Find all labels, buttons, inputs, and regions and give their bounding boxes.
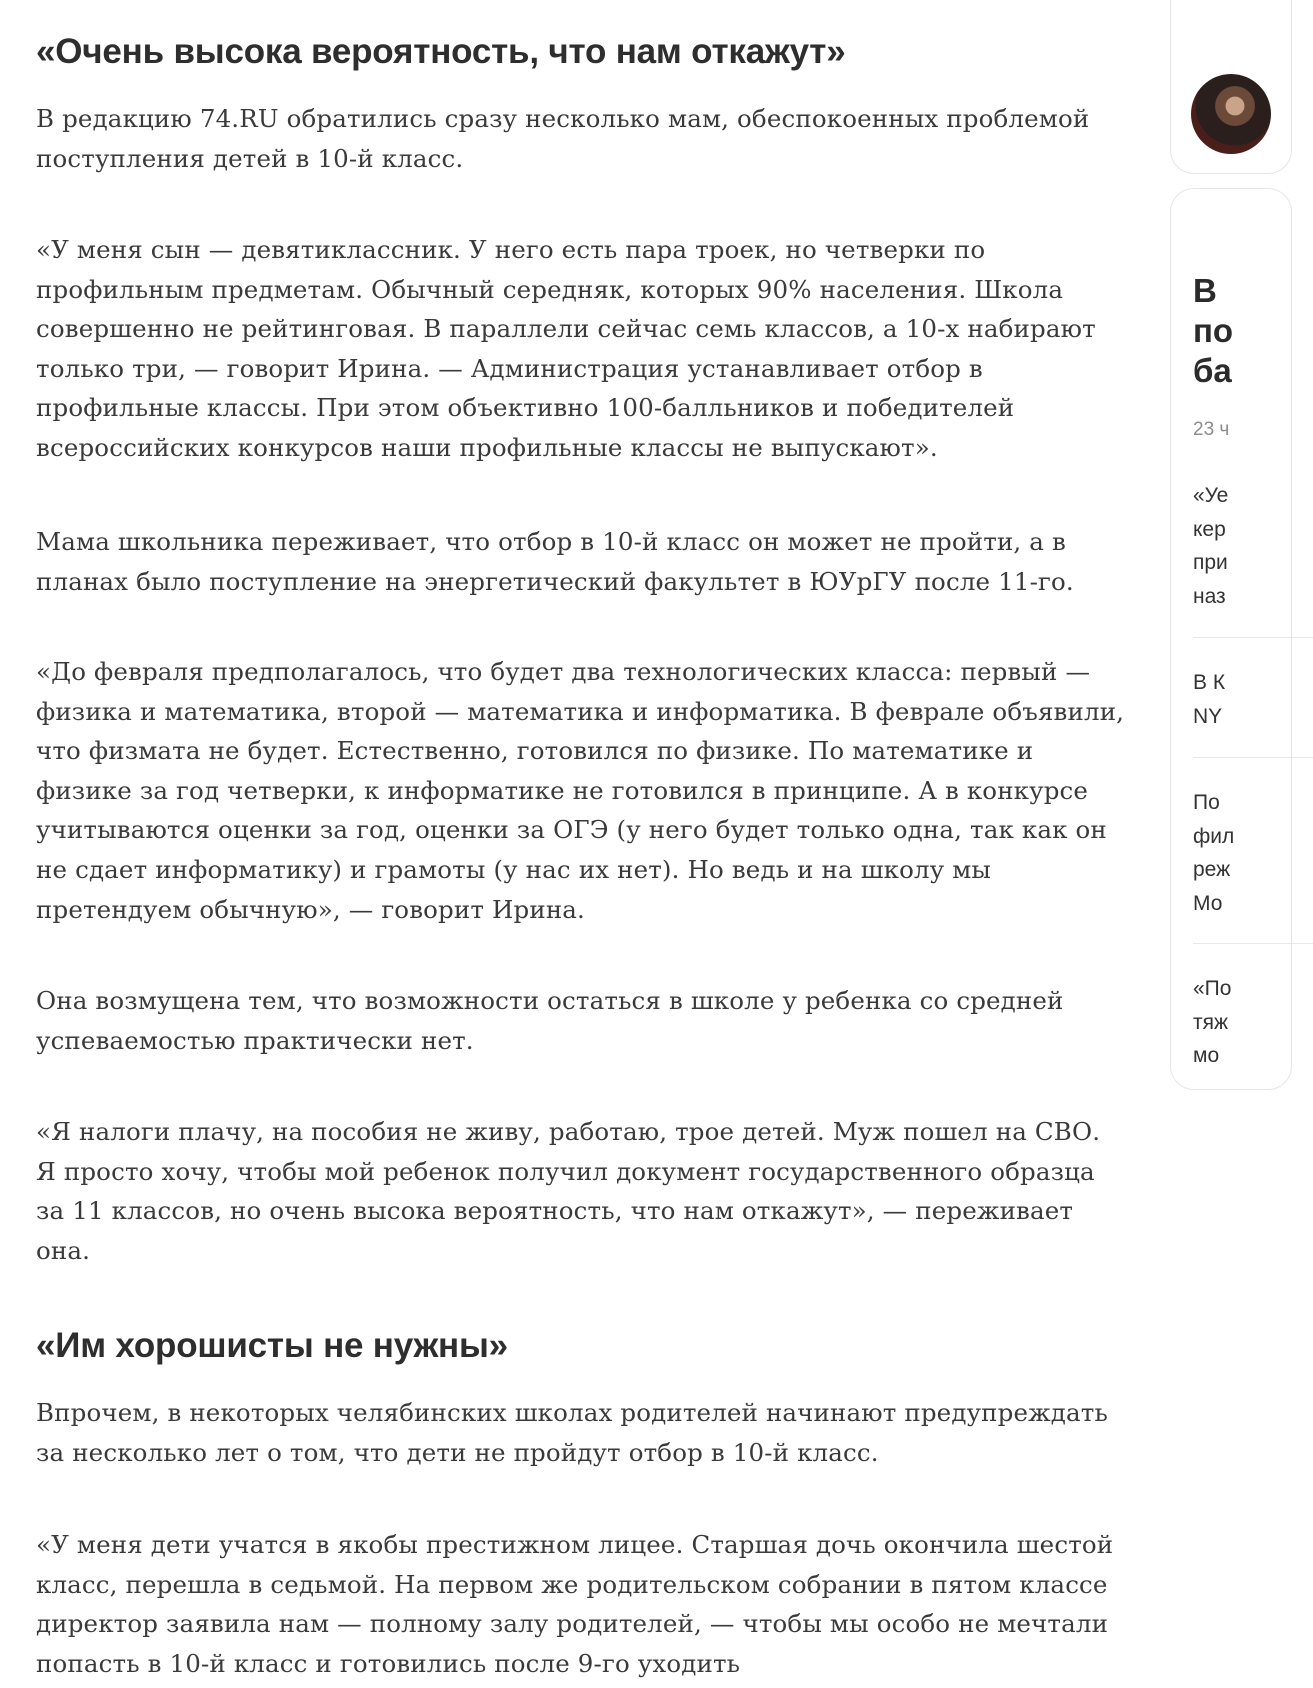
sidebar-news-card bbox=[1170, 188, 1292, 1090]
section-heading: «Им хорошисты не нужны» bbox=[36, 1326, 508, 1365]
sidebar-news-title[interactable]: В по ба bbox=[1193, 272, 1234, 389]
sidebar-news-time: 23 ч bbox=[1193, 419, 1230, 440]
sidebar-news-item[interactable]: «По тяж мо bbox=[1193, 977, 1232, 1067]
divider bbox=[1193, 637, 1313, 638]
article-paragraph: В редакцию 74.RU обратились сразу несколько мам, обеспокоенных проблемой поступления детей в 10-й класс. bbox=[36, 104, 1090, 173]
divider bbox=[1193, 943, 1313, 944]
section-heading: «Очень высока вероятность, что нам откажут» bbox=[36, 32, 846, 71]
article-quote-paragraph: «Я налоги плачу, на пособия не живу, работаю, трое детей. Муж пошел на СВО. Я просто хочу, чтобы мой ребенок получил документ государственного образца за 11 классов, но очень высока вероятность, что нам откажут», — переживает она. bbox=[36, 1117, 1101, 1265]
article-paragraph: Впрочем, в некоторых челябинских школах родителей начинают предупреждать за несколько лет о том, что дети не пройдут отбор в 10-й класс. bbox=[36, 1398, 1108, 1467]
sidebar-news-item[interactable]: По фил реж Мо bbox=[1193, 791, 1235, 915]
article-quote-paragraph: «У меня сын — девятиклассник. У него есть пара троек, но четверки по профильным предметам. Обычный середняк, которых 90% населения. Школа совершенно не рейтинговая. В параллели сейчас семь классов, а 10-х набирают только три, — говорит Ирина. — Администрация устанавливает отбор в профильные классы. При этом объективно 100-балльников и победителей всероссийских конкурсов наши профильные классы не выпускают». bbox=[36, 235, 1096, 462]
divider bbox=[1193, 757, 1313, 758]
sidebar-news-item[interactable]: В К NY bbox=[1193, 671, 1226, 728]
avatar[interactable] bbox=[1191, 74, 1271, 154]
article-paragraph: Мама школьника переживает, что отбор в 10-й класс он может не пройти, а в планах было поступление на энергетический факультет в ЮУрГУ после 11-го. bbox=[36, 527, 1074, 596]
article-quote-paragraph: «У меня дети учатся в якобы престижном лицее. Старшая дочь окончила шестой класс, перешла в седьмой. На первом же родительском собрании в пятом классе директор заявила нам — полному залу родителей, — чтобы мы особо не мечтали попасть в 10-й класс и готовились после 9-го уходить bbox=[36, 1530, 1114, 1678]
sidebar-news-item[interactable]: «Уе кер при наз bbox=[1193, 484, 1229, 608]
article-paragraph: Она возмущена тем, что возможности остаться в школе у ребенка со средней успеваемостью практически нет. bbox=[36, 986, 1064, 1055]
article-quote-paragraph: «До февраля предполагалось, что будет два технологических класса: первый — физика и математика, второй — математика и информатика. В феврале объявили, что физмата не будет. Естественно, готовился по физике. По математике и физике за год четверки, к информатике не готовился в принципе. А в конкурсе учитываются оценки за год, оценки за ОГЭ (у него будет только одна, так как он не сдает информатику) и грамоты (у нас их нет). Но ведь и на школу мы претендуем обычную», — говорит Ирина. bbox=[36, 657, 1125, 924]
